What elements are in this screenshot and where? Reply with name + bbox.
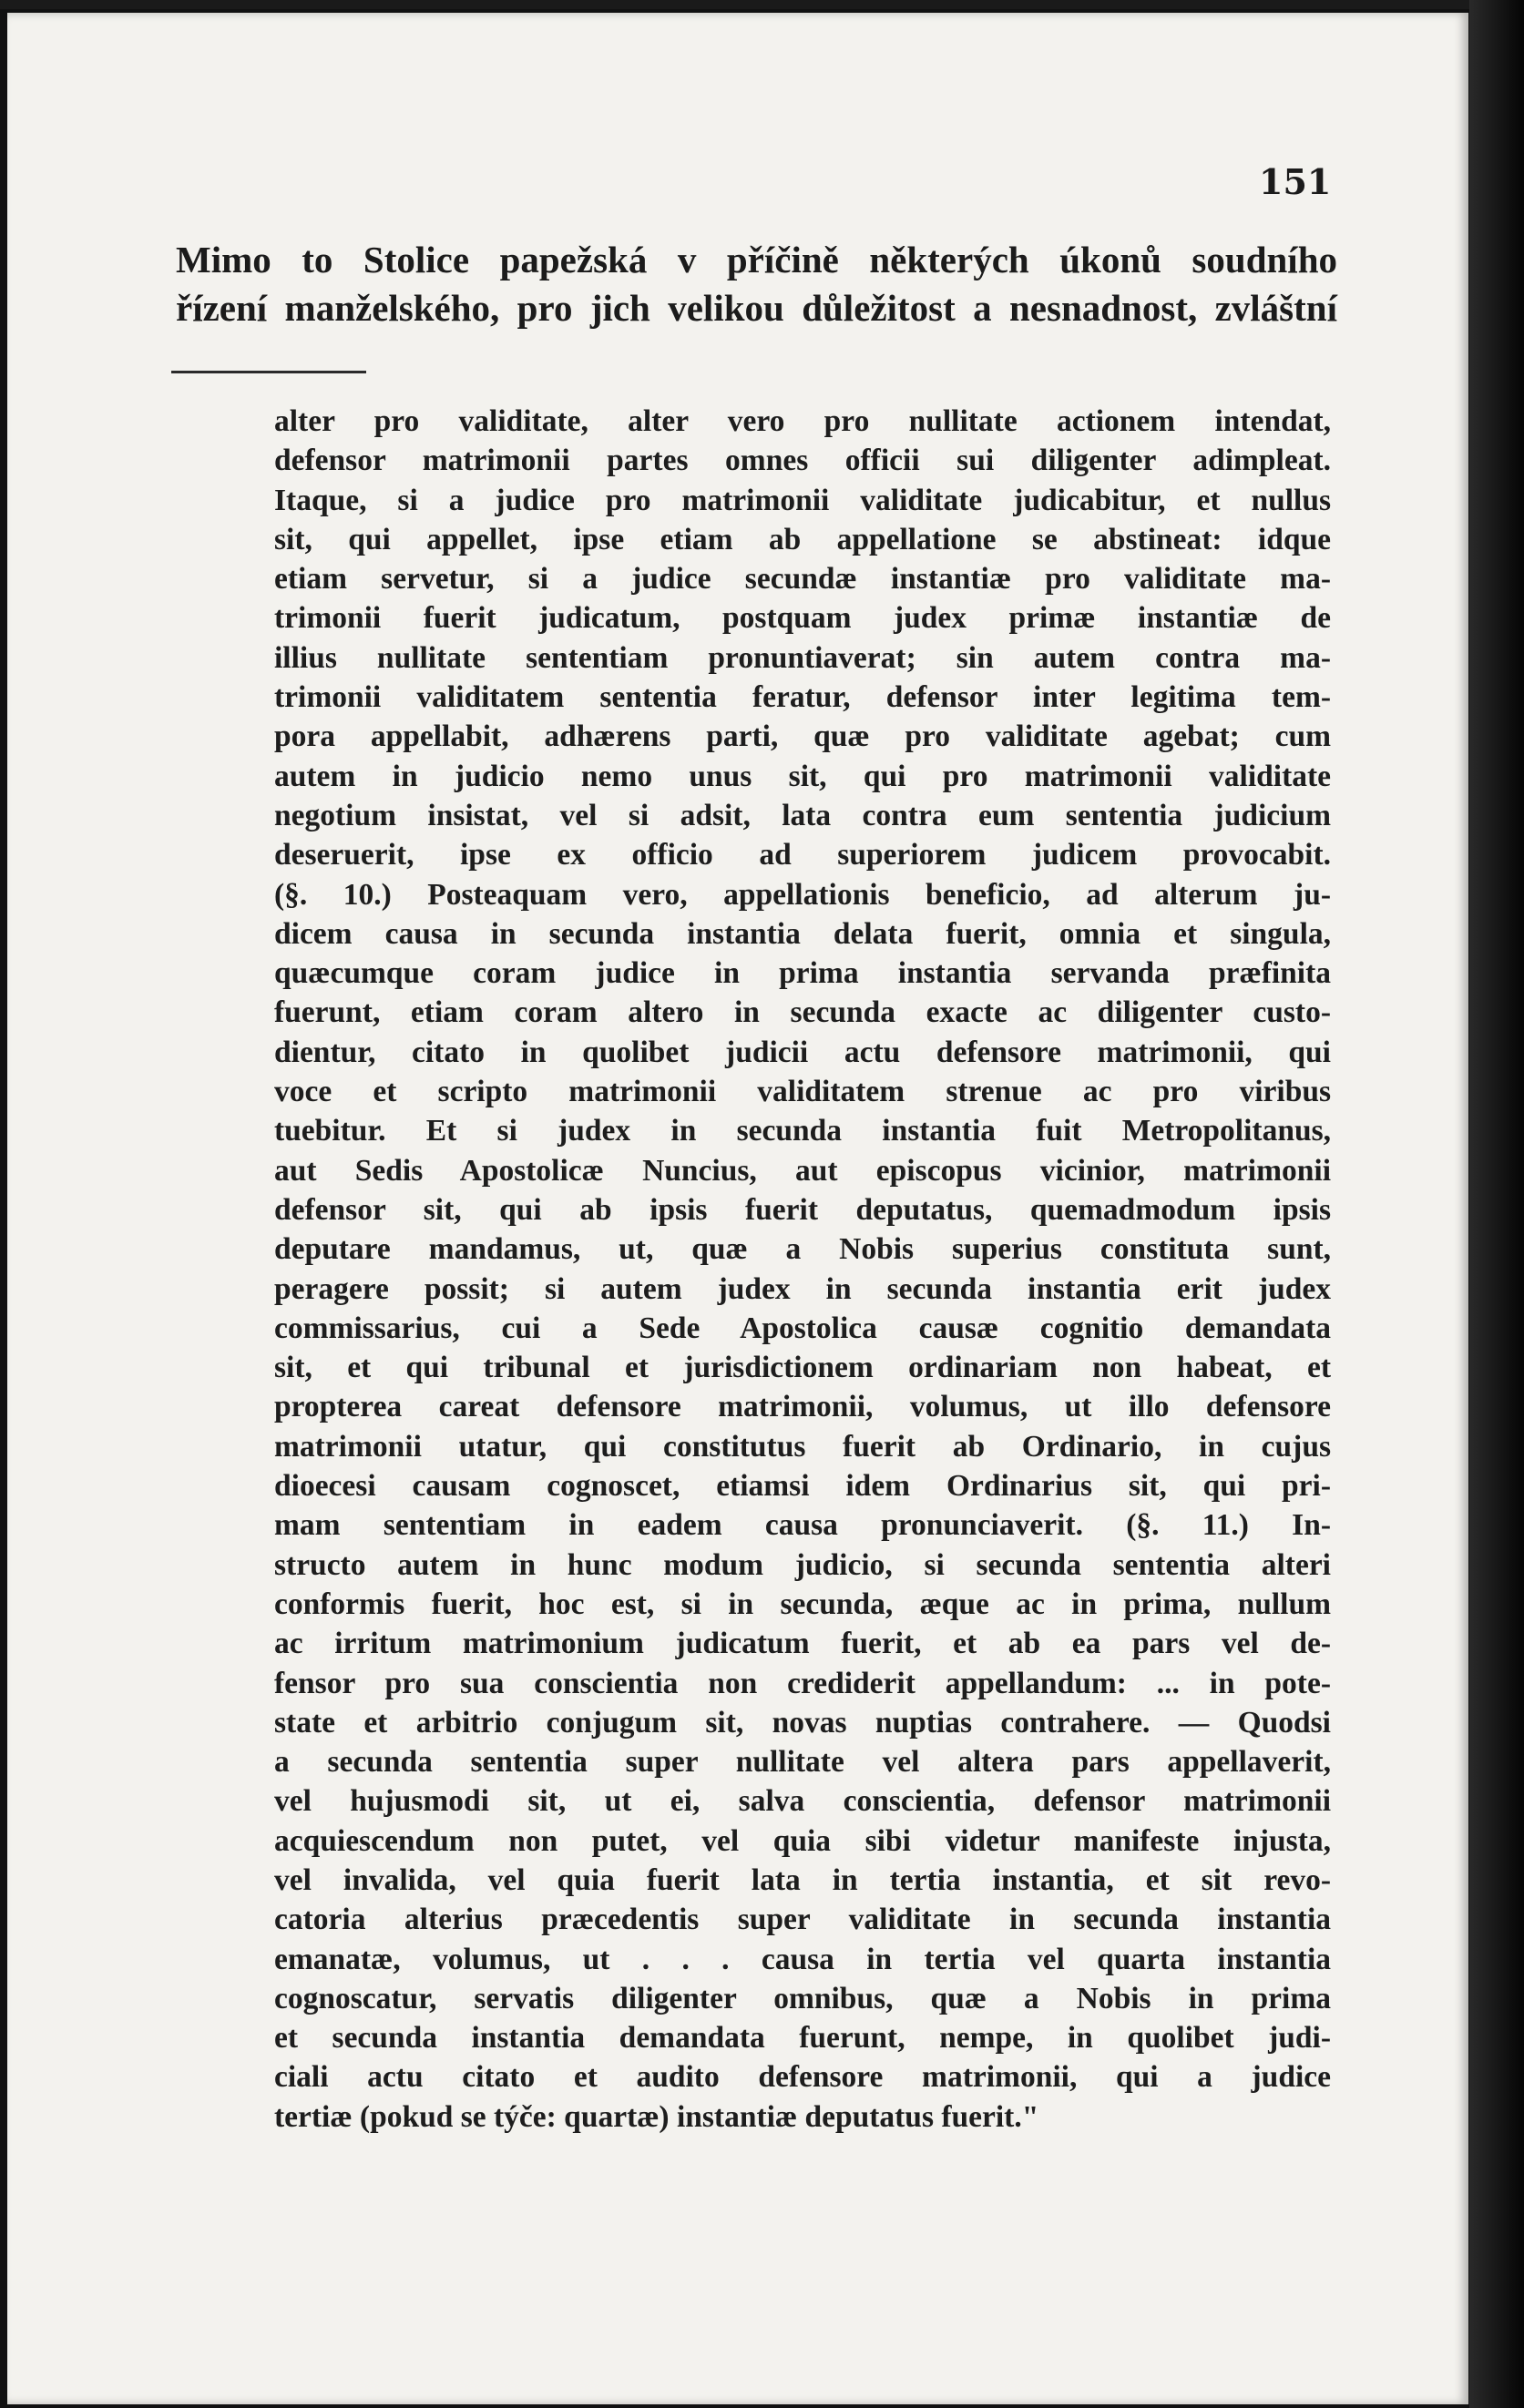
quote-line: etiam servetur, si a judice secundæ instantiæ pro validitate ma-	[274, 562, 1331, 597]
quote-line: fensor pro sua conscientia non crediderit appellandum: ... in pote-	[274, 1666, 1331, 1700]
quote-line: conformis fuerit, hoc est, si in secunda, æque ac in prima, nullum	[274, 1587, 1331, 1621]
quote-line: deseruerit, ipse ex officio ad superiorem judicem provocabit.	[274, 838, 1331, 872]
quote-line: sit, et qui tribunal et jurisdictionem ordinariam non habeat, et	[274, 1351, 1331, 1385]
quote-line: vel hujusmodi sit, ut ei, salva conscientia, defensor matrimonii	[274, 1784, 1331, 1819]
quote-line: pora appellabit, adhærens parti, quæ pro validitate agebat; cum	[274, 719, 1331, 754]
scan-edge-top	[0, 0, 1524, 9]
quote-line: Itaque, si a judice pro matrimonii validitate judicabitur, et nullus	[274, 483, 1331, 517]
section-divider	[171, 371, 366, 373]
quote-line: propterea careat defensore matrimonii, volumus, ut illo defensore	[274, 1390, 1331, 1424]
quote-line: tuebitur. Et si judex in secunda instantia fuit Metropolitanus,	[274, 1114, 1331, 1148]
quote-line: sit, qui appellet, ipse etiam ab appellatione se abstineat: idque	[274, 522, 1331, 556]
quote-line: peragere possit; si autem judex in secunda instantia erit judex	[274, 1271, 1331, 1306]
quote-line: alter pro validitate, alter vero pro nullitate actionem intendat,	[274, 404, 1331, 438]
quote-line: fuerunt, etiam coram altero in secunda exacte ac diligenter custo-	[274, 995, 1331, 1030]
quote-line: defensor matrimonii partes omnes officii sui diligenter adimpleat.	[274, 444, 1331, 478]
quote-line: ciali actu citato et audito defensore matrimonii, qui a judice	[274, 2060, 1331, 2095]
quote-line: voce et scripto matrimonii validitatem strenue ac pro viribus	[274, 1075, 1331, 1109]
quote-line: vel invalida, vel quia fuerit lata in tertia instantia, et sit revo-	[274, 1862, 1331, 1897]
quote-line: negotium insistat, vel si adsit, lata contra eum sententia judicium	[274, 798, 1331, 832]
lead-line: řízení manželského, pro jich velikou důležitost a nesnadnost, zvláštní	[176, 287, 1337, 329]
quote-line: a secunda sententia super nullitate vel altera pars appellaverit,	[274, 1745, 1331, 1780]
quote-line: acquiescendum non putet, vel quia sibi videtur manifeste injusta,	[274, 1823, 1331, 1858]
quote-line: dientur, citato in quolibet judicii actu defensore matrimonii, qui	[274, 1035, 1331, 1069]
quote-line: structo autem in hunc modum judicio, si secunda sententia alteri	[274, 1547, 1331, 1582]
quote-line: et secunda instantia demandata fuerunt, nempe, in quolibet judi-	[274, 2021, 1331, 2056]
quote-line: ac irritum matrimonium judicatum fuerit, et ab ea pars vel de-	[274, 1627, 1331, 1661]
quote-line: tertiæ (pokud se týče: quartæ) instantiæ deputatus fuerit."	[274, 2099, 1039, 2134]
quote-line: aut Sedis Apostolicæ Nuncius, aut episcopus vicinior, matrimonii	[274, 1153, 1331, 1188]
quote-line: dioecesi causam cognoscet, etiamsi idem Ordinarius sit, qui pri-	[274, 1469, 1331, 1504]
quoted-passage	[274, 402, 1331, 2137]
quote-line: trimonii fuerit judicatum, postquam judex primæ instantiæ de	[274, 601, 1331, 636]
quote-line: emanatæ, volumus, ut . . . causa in tertia vel quarta instantia	[274, 1942, 1331, 1976]
quote-line: catoria alterius præcedentis super validitate in secunda instantia	[274, 1903, 1331, 1937]
quote-line: matrimonii utatur, qui constitutus fuerit ab Ordinario, in cujus	[274, 1429, 1331, 1464]
quote-line: quæcumque coram judice in prima instantia servanda præfinita	[274, 956, 1331, 991]
quote-line: commissarius, cui a Sede Apostolica causæ cognitio demandata	[274, 1311, 1331, 1345]
quote-line: cognoscatur, servatis diligenter omnibus, quæ a Nobis in prima	[274, 1981, 1331, 2015]
book-page	[7, 13, 1468, 2404]
quote-line: mam sententiam in eadem causa pronunciaverit. (§. 11.) In-	[274, 1508, 1331, 1543]
quote-line: dicem causa in secunda instantia delata fuerit, omnia et singula,	[274, 916, 1331, 951]
quote-line: deputare mandamus, ut, quæ a Nobis superius constituta sunt,	[274, 1232, 1331, 1267]
scan-edge-right	[1469, 0, 1524, 2408]
lead-line: Mimo to Stolice papežská v příčině některých úkonů soudního	[176, 239, 1337, 281]
quote-line: (§. 10.) Posteaquam vero, appellationis beneficio, ad alterum ju-	[274, 877, 1331, 912]
quote-line: defensor sit, qui ab ipsis fuerit deputatus, quemadmodum ipsis	[274, 1192, 1331, 1227]
quote-line: illius nullitate sententiam pronuntiaverat; sin autem contra ma-	[274, 640, 1331, 675]
quote-line: state et arbitrio conjugum sit, novas nuptias contrahere. — Quodsi	[274, 1705, 1331, 1740]
quote-line: trimonii validitatem sententia feratur, defensor inter legitima tem-	[274, 680, 1331, 715]
page-number: 151	[1259, 161, 1332, 202]
lead-paragraph	[176, 236, 1337, 332]
quote-line: autem in judicio nemo unus sit, qui pro matrimonii validitate	[274, 759, 1331, 793]
